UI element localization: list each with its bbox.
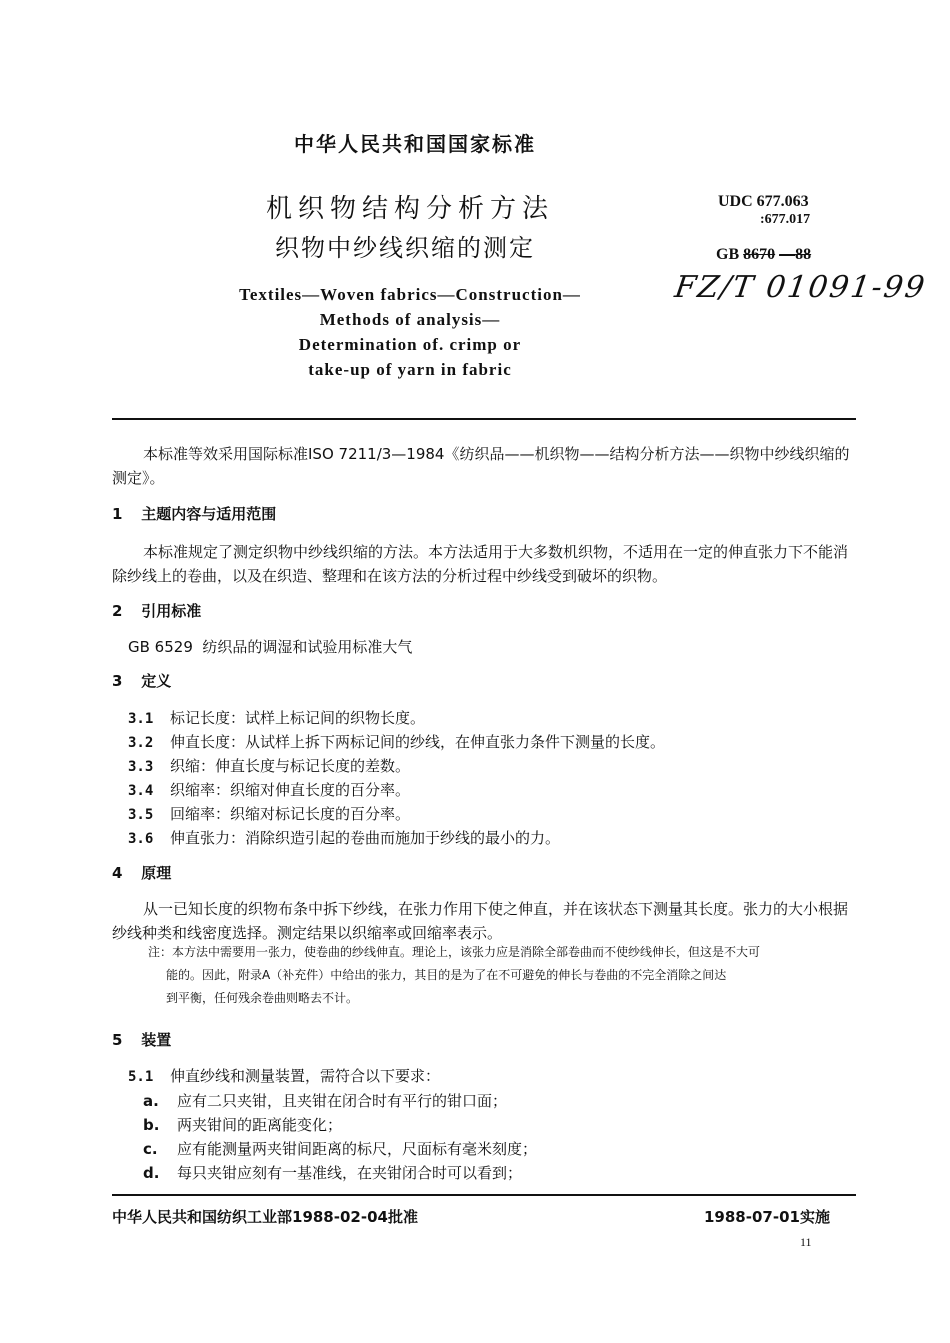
section-5-heading	[112, 1029, 171, 1050]
section-title: 主题内容与适用范围	[141, 505, 277, 523]
title-en-line: Determination of. crimp or	[298, 335, 522, 354]
section-title: 引用标准	[141, 602, 202, 620]
section-1-body: 本标准规定了测定织物中纱线织缩的方法。本方法适用于大多数机织物，不适用在一定的伸直张力下不能消除纱线上的卷曲，以及在织造、整理和在该方法的分析过程中纱线受到破坏的织物。	[112, 543, 849, 585]
gb-suffix: —88	[779, 246, 812, 263]
section-title: 定义	[141, 672, 172, 690]
note-line: 能的。因此，附录A（补充件）中给出的张力，其目的是为了在不可避免的伸长与卷曲的不完全消除之间达	[166, 968, 727, 982]
item-text: 织缩率：织缩对伸直长度的百分率。	[170, 781, 411, 799]
referenced-standard: GB 6529 纺织品的调湿和试验用标准大气	[128, 638, 413, 656]
standard-org-heading: 中华人民共和国国家标准	[294, 132, 536, 156]
sub-item-letter: d.	[143, 1164, 160, 1182]
item-text: 伸直张力：消除织造引起的卷曲而施加于纱线的最小的力。	[170, 829, 561, 847]
gb-prefix: GB	[716, 246, 740, 263]
gb-code	[716, 246, 811, 264]
title-cn-main: 机织物结构分析方法	[265, 194, 554, 224]
section-4-body: 从一已知长度的织物布条中拆下纱线，在张力作用下使之伸直，并在该状态下测量其长度。张力的大小根据纱线种类和线密度选择。测定结果以织缩率或回缩率表示。	[112, 900, 849, 942]
item-text: 伸直纱线和测量装置，需符合以下要求：	[170, 1067, 441, 1085]
section-title: 原理	[141, 864, 172, 882]
note-line: 到平衡，任何残余卷曲则略去不计。	[166, 991, 359, 1005]
item-text: 织缩：伸直长度与标记长度的差数。	[170, 757, 411, 775]
udc-line-1: UDC 677.063	[718, 193, 809, 210]
item-number: 3.1	[128, 711, 154, 727]
udc-code	[718, 193, 810, 229]
item-number: 3.4	[128, 783, 154, 799]
item-number: 3.6	[128, 831, 154, 847]
section-number: 1	[112, 505, 123, 523]
header-divider	[112, 418, 856, 420]
requirement-item	[143, 1138, 537, 1159]
item-number: 3.5	[128, 807, 154, 823]
sub-item-letter: c.	[143, 1140, 158, 1158]
section-title: 装置	[141, 1031, 172, 1049]
definition-item	[128, 779, 410, 800]
section-number: 2	[112, 602, 123, 620]
section-1-heading	[112, 503, 276, 524]
section-3-heading	[112, 670, 171, 691]
section-4-note	[148, 941, 860, 1010]
item-number: 3.3	[128, 759, 154, 775]
item-number: 3.2	[128, 735, 154, 751]
implementation-date: 1988-07-01实施	[704, 1208, 830, 1226]
definition-item	[128, 755, 410, 776]
sub-item-text: 每只夹钳应刻有一基准线，在夹钳闭合时可以看到；	[177, 1164, 523, 1182]
requirement-item	[143, 1114, 342, 1135]
title-en	[230, 282, 590, 382]
item-number: 5.1	[128, 1069, 154, 1085]
definition-item	[128, 707, 425, 728]
requirement-item	[143, 1090, 507, 1111]
definition-item	[128, 731, 665, 752]
section-number: 3	[112, 672, 123, 690]
sub-item-letter: b.	[143, 1116, 160, 1134]
page-number: 11	[800, 1235, 812, 1249]
item-text: 伸直长度：从试样上拆下两标记间的纱线，在伸直张力条件下测量的长度。	[170, 733, 666, 751]
sub-item-text: 应有能测量两夹钳间距离的标尺，尺面标有毫米刻度；	[177, 1140, 538, 1158]
sub-item-text: 两夹钳间的距离能变化；	[177, 1116, 343, 1134]
handwritten-standard-code: FZ/T 01091-99	[672, 270, 929, 305]
approval-note: 中华人民共和国纺织工业部1988-02-04批准	[112, 1208, 418, 1226]
apparatus-item	[128, 1065, 440, 1086]
note-line: 注：本方法中需要用一张力，使卷曲的纱线伸直。理论上，该张力应是消除全部卷曲而不使纱线伸长，但这是不大可	[148, 945, 761, 959]
definition-item	[128, 827, 560, 848]
definition-item	[128, 803, 410, 824]
section-4-heading	[112, 862, 171, 883]
item-text: 标记长度：试样上标记间的织物长度。	[170, 709, 426, 727]
sub-item-text: 应有二只夹钳，且夹钳在闭合时有平行的钳口面；	[177, 1092, 508, 1110]
title-cn-sub: 织物中纱线织缩的测定	[275, 234, 535, 262]
title-en-line: take-up of yarn in fabric	[308, 360, 512, 379]
title-en-line: Textiles—Woven fabrics—Construction—	[239, 285, 581, 304]
section-number: 5	[112, 1031, 123, 1049]
section-2-heading	[112, 600, 201, 621]
requirement-item	[143, 1162, 522, 1183]
footer-divider	[112, 1194, 856, 1196]
gb-struck-number: 8670	[743, 246, 776, 263]
sub-item-letter: a.	[143, 1092, 159, 1110]
intro-paragraph: 本标准等效采用国际标准ISO 7211/3—1984《纺织品——机织物——结构分析方法——织物中纱线织缩的测定》。	[112, 445, 850, 487]
section-number: 4	[112, 864, 123, 882]
title-en-line: Methods of analysis—	[319, 310, 501, 329]
udc-line-2: :677.017	[760, 212, 811, 227]
item-text: 回缩率：织缩对标记长度的百分率。	[170, 805, 411, 823]
